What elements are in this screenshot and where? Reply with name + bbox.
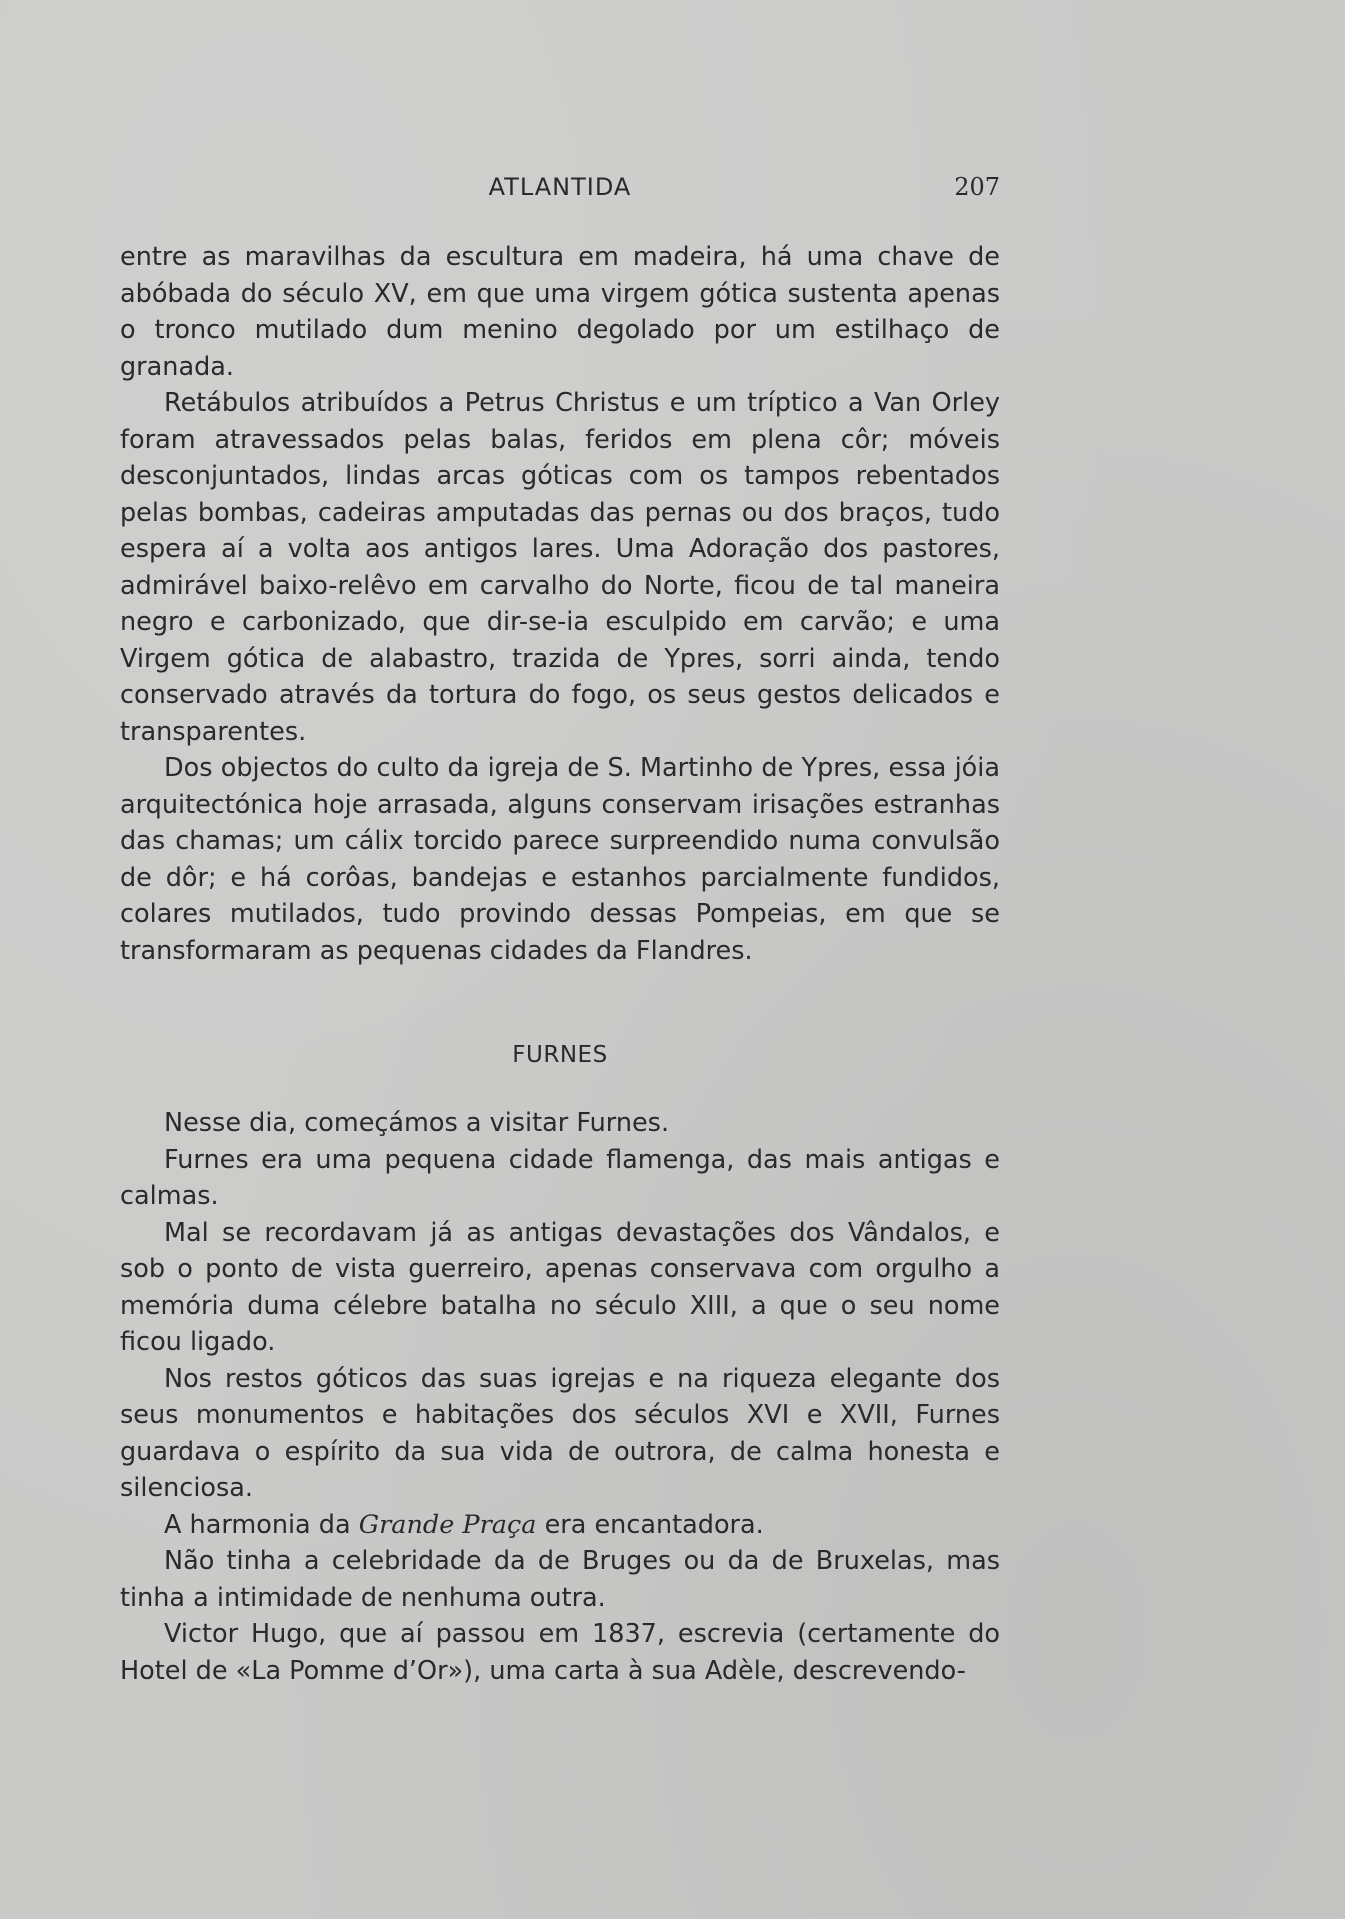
paragraph: Não tinha a celebridade da de Bruges ou da de Bruxelas, mas tinha a intimidade de nenhuma outra. <box>120 1546 1000 1613</box>
paragraph: Victor Hugo, que aí passou em 1837, escrevia (certamente do Hotel de «La Pomme d’Or»), uma carta à sua Adèle, descrevendo- <box>120 1619 1000 1686</box>
running-head <box>120 173 1000 207</box>
paragraph-grande-praca <box>120 1507 1000 1544</box>
text-run: era encantadora. <box>536 1509 764 1540</box>
running-title: ATLANTIDA <box>488 173 632 201</box>
paragraph: Retábulos atribuídos a Petrus Christus e um tríptico a Van Orley foram atravessados pelas balas, feridos em plena côr; móveis desconjuntados, lindas arcas góticas com os tampos rebentados pelas bombas, cadeiras amputadas das pernas ou dos braços, tudo espera aí a volta aos antigos lares. Uma Adoração dos pastores, admirável baixo-relêvo em carvalho do Norte, ficou de tal maneira negro e carbonizado, que dir-se-ia esculpido em carvão; e uma Virgem gótica de alabastro, trazida de Ypres, sorri ainda, tendo conservado através da tortura do fogo, os seus gestos delicados e transparentes. <box>120 388 1000 747</box>
body-text-section <box>120 1105 1000 1689</box>
paragraph: Mal se recordavam já as antigas devastações dos Vândalos, e sob o ponto de vista guerreiro, apenas conservava com orgulho a memória duma célebre batalha no século XIII, a que o seu nome ficou ligado. <box>120 1217 1000 1357</box>
paragraph: Nesse dia, começámos a visitar Furnes. <box>164 1108 670 1138</box>
page-number: 207 <box>954 173 1000 201</box>
body-text-top <box>120 239 1000 969</box>
paragraph: Nos restos góticos das suas igrejas e na riqueza elegante dos seus monumentos e habitações dos séculos XVI e XVII, Furnes guardava o espírito da sua vida de outrora, de calma honesta e silenciosa. <box>120 1363 1000 1503</box>
paragraph: entre as maravilhas da escultura em madeira, há uma chave de abóbada do século XV, em que uma virgem gótica sustenta apenas o tronco mutilado dum menino degolado por um estilhaço de granada. <box>120 242 1000 382</box>
italic-place-name: Grande Praça <box>358 1509 537 1540</box>
section-title: FURNES <box>512 1042 608 1068</box>
text-run: A harmonia da <box>164 1509 359 1540</box>
paragraph: Furnes era uma pequena cidade flamenga, das mais antigas e calmas. <box>120 1144 1000 1211</box>
paragraph: Dos objectos do culto da igreja de S. Martinho de Ypres, essa jóia arquitectónica hoje arrasada, alguns conservam irisações estranhas das chamas; um cálix torcido parece surpreendido numa convulsão de dôr; e há corôas, bandejas e estanhos parcialmente fundidos, colares mutilados, tudo provindo dessas Pompeias, em que se transformaram as pequenas cidades da Flandres. <box>120 753 1000 966</box>
